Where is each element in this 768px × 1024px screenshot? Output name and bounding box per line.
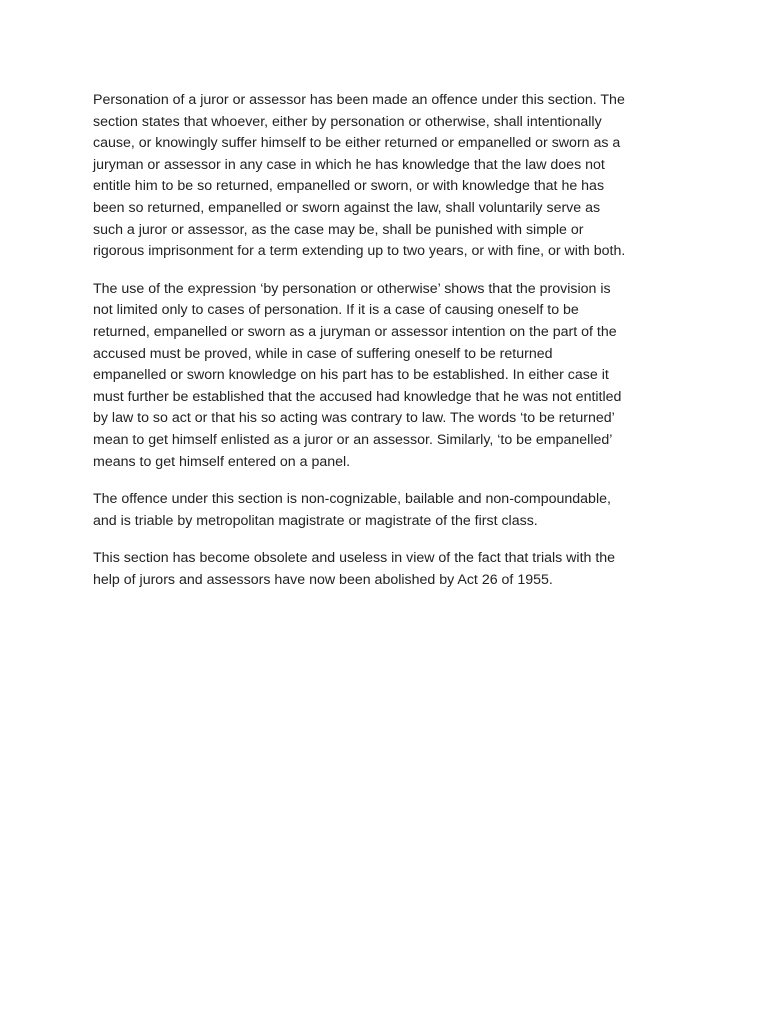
text-line: help of jurors and assessors have now been abolished by Act 26 of 1955.	[93, 571, 553, 588]
paragraph-4	[93, 548, 683, 591]
text-line: cause, or knowingly suffer himself to be either returned or empanelled or sworn as a	[93, 135, 621, 152]
document-body	[93, 90, 683, 607]
text-line: must further be established that the accused had knowledge that he was not entitled	[93, 388, 622, 405]
text-line: empanelled or sworn knowledge on his part has to be established. In either case it	[93, 367, 609, 384]
paragraph-2	[93, 279, 683, 473]
text-line: returned, empanelled or sworn as a juryman or assessor intention on the part of the	[93, 323, 617, 340]
text-line: mean to get himself enlisted as a juror or an assessor. Similarly, ‘to be empanelled’	[93, 431, 613, 448]
text-line: not limited only to cases of personation. If it is a case of causing oneself to be	[93, 302, 579, 319]
text-line: by law to so act or that his so acting was contrary to law. The words ‘to be returned’	[93, 410, 615, 427]
text-line: section states that whoever, either by personation or otherwise, shall intentionally	[93, 113, 602, 130]
text-line: and is triable by metropolitan magistrate or magistrate of the first class.	[93, 512, 538, 529]
text-line: The offence under this section is non-cognizable, bailable and non-compoundable,	[93, 491, 611, 508]
text-line: juryman or assessor in any case in which he has knowledge that the law does not	[93, 156, 605, 173]
text-line: This section has become obsolete and useless in view of the fact that trials with the	[93, 550, 616, 567]
paragraph-3	[93, 489, 683, 532]
text-line: been so returned, empanelled or sworn against the law, shall voluntarily serve as	[93, 199, 601, 216]
text-line: The use of the expression ‘by personation or otherwise’ shows that the provision is	[93, 280, 611, 297]
text-line: rigorous imprisonment for a term extending up to two years, or with fine, or with both.	[93, 243, 626, 260]
text-line: Personation of a juror or assessor has been made an offence under this section. The	[93, 92, 625, 108]
text-line: entitle him to be so returned, empanelled or sworn, or with knowledge that he has	[93, 178, 605, 195]
text-line: such a juror or assessor, as the case may be, shall be punished with simple or	[93, 221, 584, 238]
paragraph-1	[93, 90, 683, 263]
text-line: means to get himself entered on a panel.	[93, 453, 351, 470]
text-line: accused must be proved, while in case of suffering oneself to be returned	[93, 345, 553, 362]
